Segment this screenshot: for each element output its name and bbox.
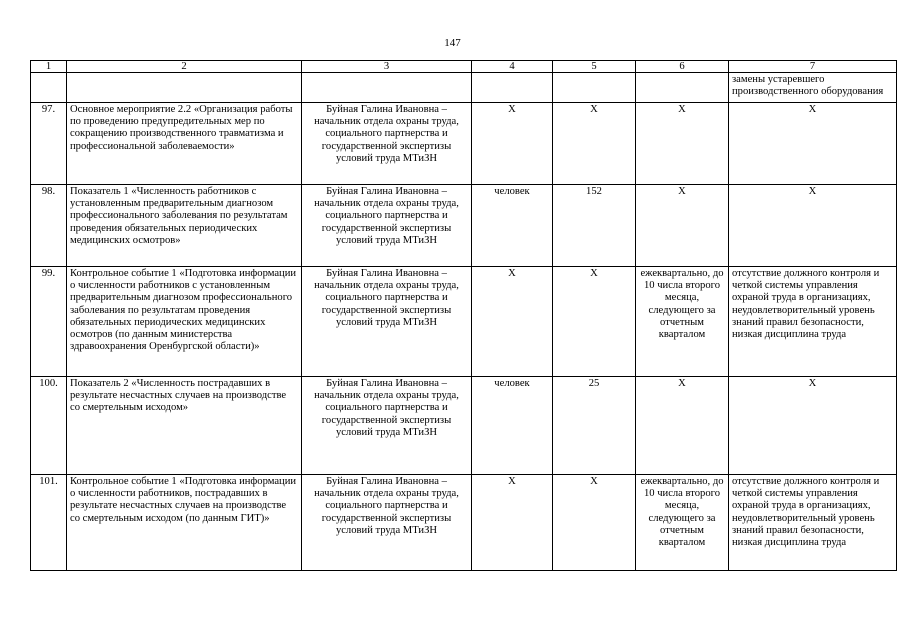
row-responsible: Буйная Галина Ивановна – начальник отдела охраны труда, социального партнерства и государственной экспертизы условий труда МТиЗН — [302, 267, 472, 377]
row-unit: Х — [472, 475, 553, 571]
row-period: ежеквартально, до 10 числа второго месяца, следующего за отчетным кварталом — [636, 267, 729, 377]
row-responsible: Буйная Галина Ивановна – начальник отдела охраны труда, социального партнерства и государственной экспертизы условий труда МТиЗН — [302, 377, 472, 475]
row-name: Основное мероприятие 2.2 «Организация работы по проведению предупредительных мер по сокращению производственного травматизма и профессиональной заболеваемости» — [67, 103, 302, 185]
row-responsible: Буйная Галина Ивановна – начальник отдела охраны труда, социального партнерства и государственной экспертизы условий труда МТиЗН — [302, 185, 472, 267]
column-header: 3 — [302, 61, 472, 73]
row-value: Х — [553, 475, 636, 571]
row-value: Х — [553, 103, 636, 185]
table-row — [31, 185, 897, 267]
table-row — [31, 377, 897, 475]
row-period: Х — [636, 103, 729, 185]
row-number: 101. — [31, 475, 67, 571]
row-period: Х — [636, 185, 729, 267]
row-number: 100. — [31, 377, 67, 475]
row-number: 98. — [31, 185, 67, 267]
row-unit: Х — [472, 267, 553, 377]
row-name: Показатель 2 «Численность пострадавших в результате несчастных случаев на производстве со смертельным исходом» — [67, 377, 302, 475]
row-unit: человек — [472, 377, 553, 475]
row-risk: отсутствие должного контроля и четкой системы управления охраной труда в организациях, неудовлетворительный уровень знаний правил безопасности, низкая дисциплина труда — [729, 267, 897, 377]
column-header: 5 — [553, 61, 636, 73]
row-name: Контрольное событие 1 «Подготовка информации о численности работников с установленным предварительным диагнозом профессионального заболевания по результатам проведения обязательных периодических медицинских осмотров (по данным министерства здравоохранения Оренбургской области)» — [67, 267, 302, 377]
column-header: 2 — [67, 61, 302, 73]
row-unit: человек — [472, 185, 553, 267]
row-responsible: Буйная Галина Ивановна – начальник отдела охраны труда, социального партнерства и государственной экспертизы условий труда МТиЗН — [302, 475, 472, 571]
column-header: 4 — [472, 61, 553, 73]
row-value: 25 — [553, 377, 636, 475]
row-risk: Х — [729, 185, 897, 267]
row-period: ежеквартально, до 10 числа второго месяца, следующего за отчетным кварталом — [636, 475, 729, 571]
continuation-row — [31, 73, 897, 103]
row-value: 152 — [553, 185, 636, 267]
row-responsible: Буйная Галина Ивановна – начальник отдела охраны труда, социального партнерства и государственной экспертизы условий труда МТиЗН — [302, 103, 472, 185]
table-row — [31, 103, 897, 185]
row-period: Х — [636, 377, 729, 475]
row-risk: отсутствие должного контроля и четкой системы управления охраной труда в организациях, неудовлетворительный уровень знаний правил безопасности, низкая дисциплина труда — [729, 475, 897, 571]
row-name: Показатель 1 «Численность работников с установленным предварительным диагнозом профессионального заболевания по результатам проведения обязательных периодических медицинских осмотров» — [67, 185, 302, 267]
row-risk: Х — [729, 103, 897, 185]
column-number-row — [31, 61, 897, 73]
continuation-risk-cell: замены устаревшего производственного оборудования — [729, 73, 897, 103]
table-row — [31, 267, 897, 377]
row-risk: Х — [729, 377, 897, 475]
table-row — [31, 475, 897, 571]
row-number: 97. — [31, 103, 67, 185]
row-number: 99. — [31, 267, 67, 377]
column-header: 7 — [729, 61, 897, 73]
plan-table — [30, 60, 897, 571]
page-number: 147 — [444, 37, 461, 49]
column-header: 1 — [31, 61, 67, 73]
row-unit: Х — [472, 103, 553, 185]
column-header: 6 — [636, 61, 729, 73]
row-name: Контрольное событие 1 «Подготовка информации о численности работников, пострадавших в результате несчастных случаев на производстве со смертельным исходом (по данным ГИТ)» — [67, 475, 302, 571]
row-value: Х — [553, 267, 636, 377]
